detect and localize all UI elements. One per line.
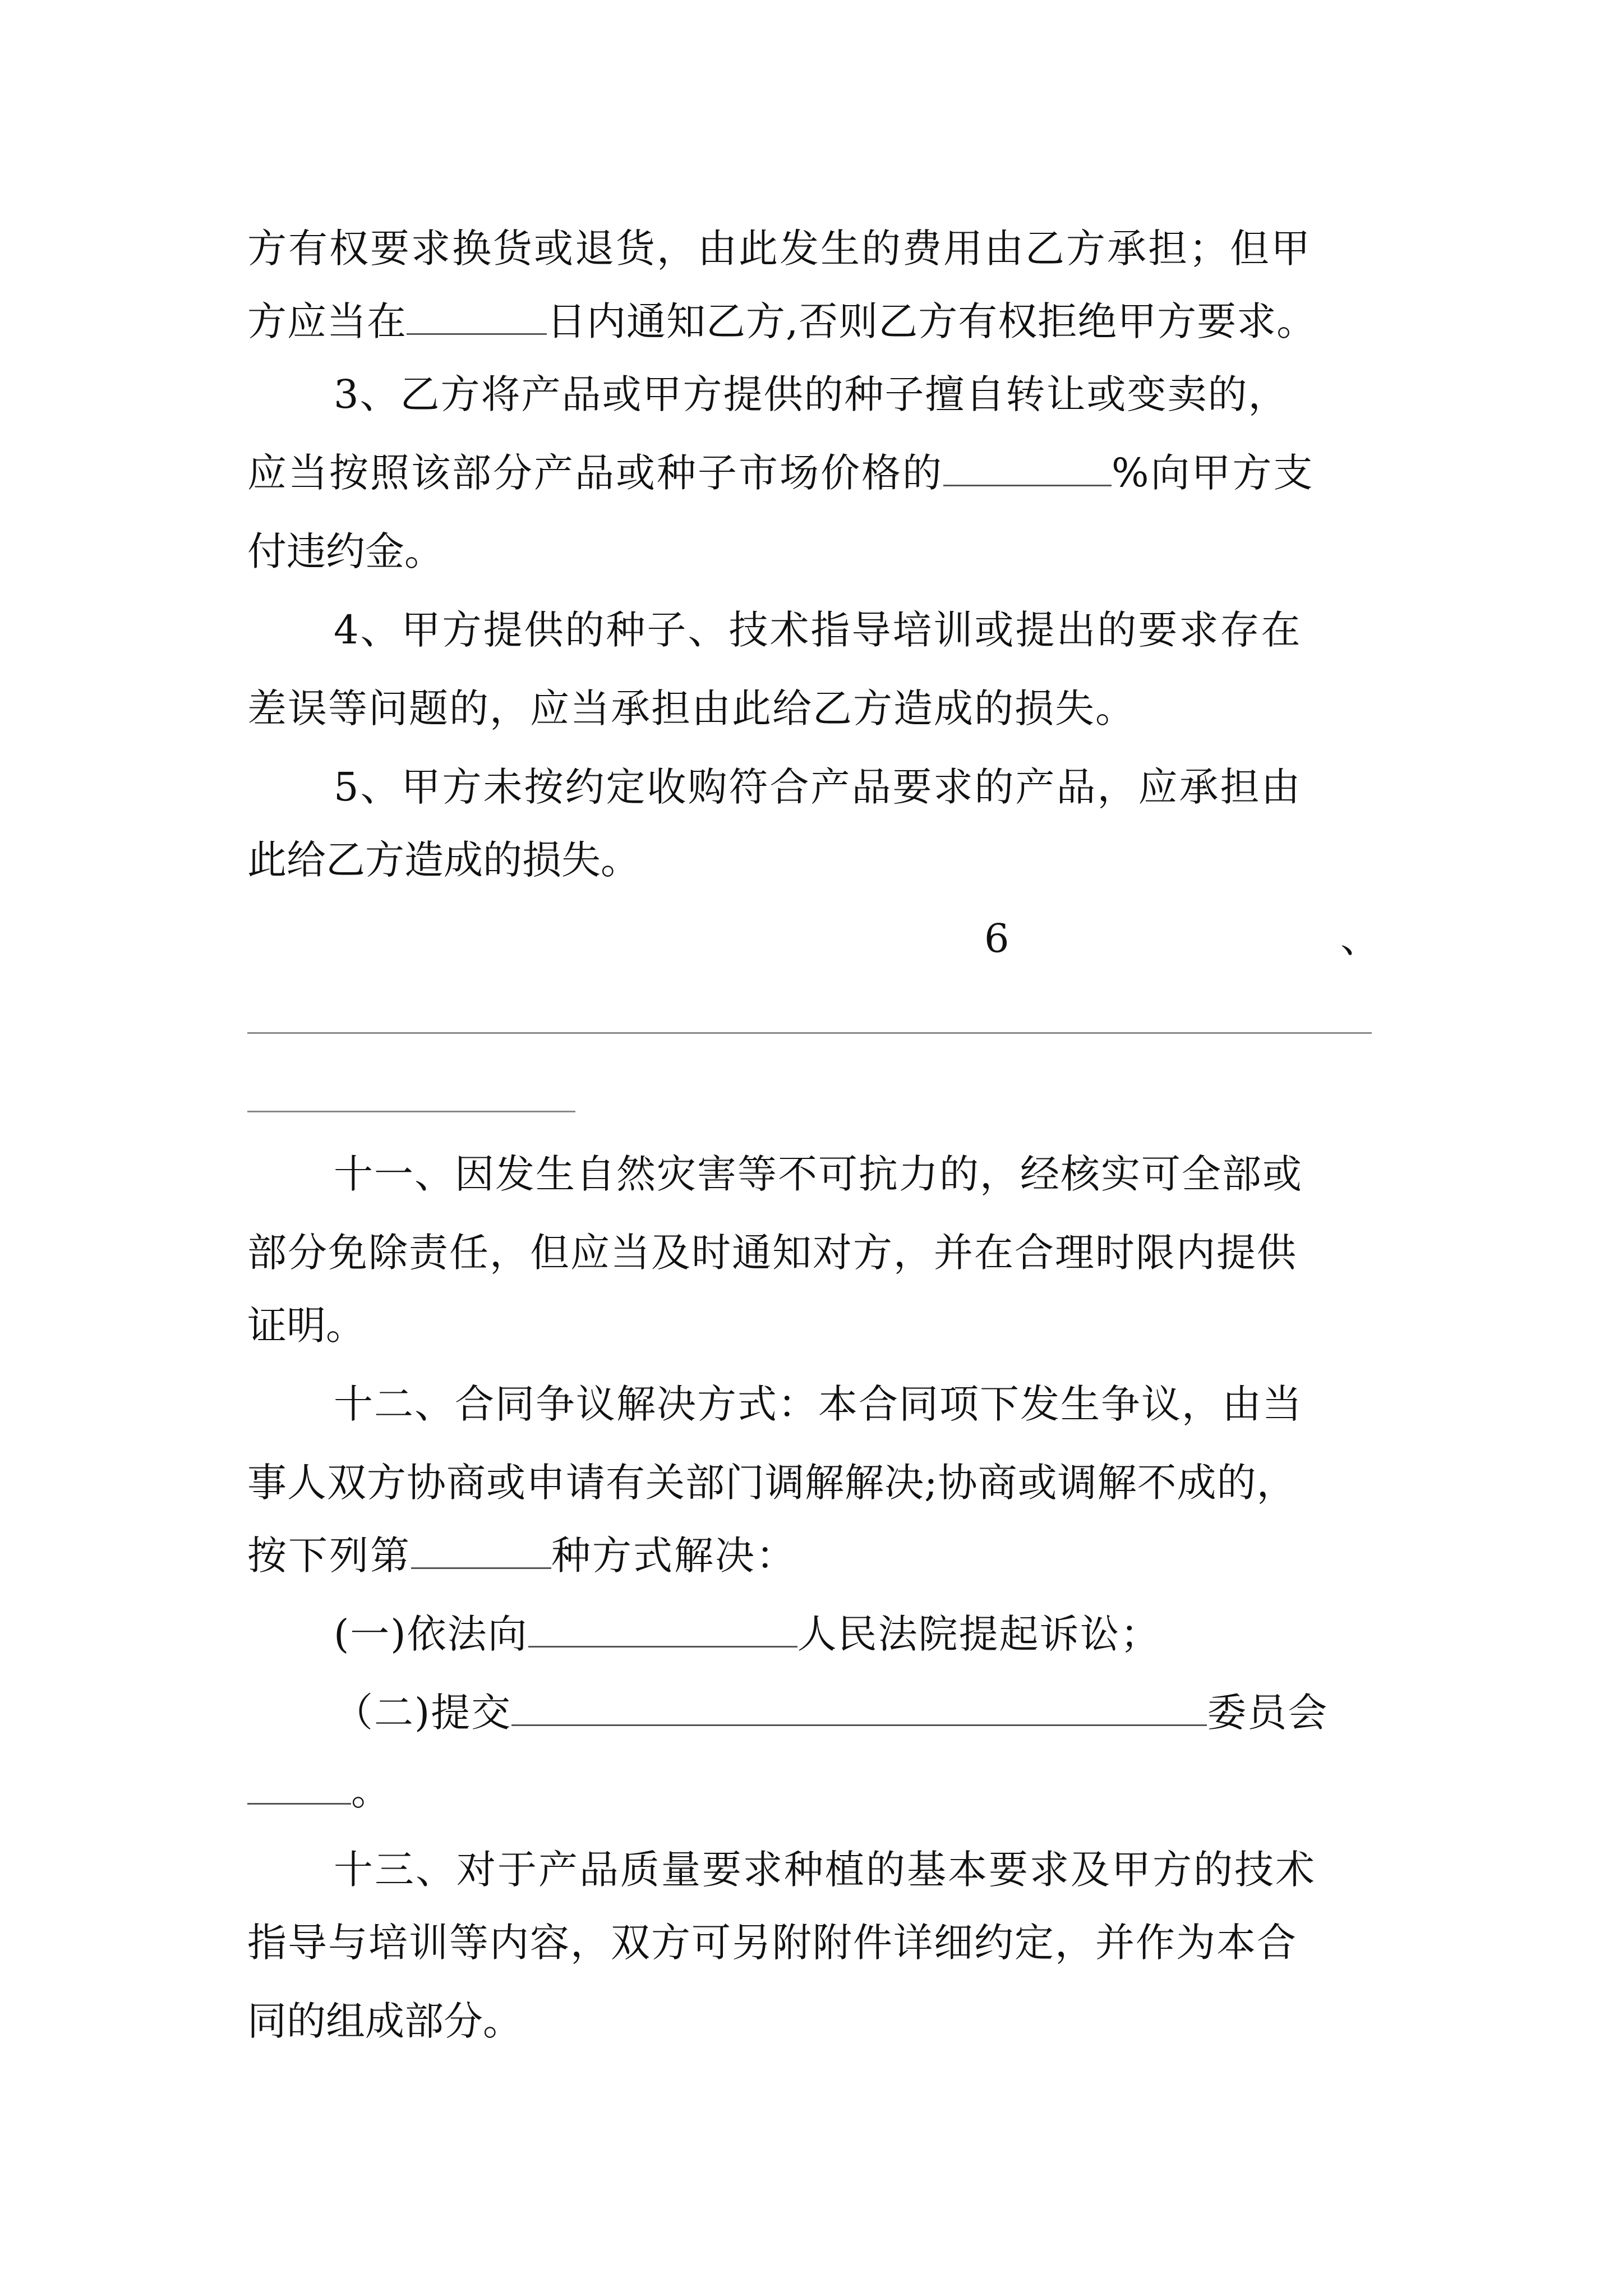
text-line (334, 366, 1388, 422)
fill-in-blank[interactable] (943, 450, 1112, 486)
line-text-before: 按下列第 (247, 1533, 411, 1579)
line-text: 事人双方协商或申请有关部门调解解决;协商或调解不成的， (247, 1460, 1297, 1506)
text-line (334, 1842, 1388, 1898)
line-text-after: 委员会 (1207, 1690, 1329, 1736)
line-text-before: （二)提交 (334, 1690, 512, 1736)
line-text-after: 日内通知乙方,否则乙方有权拒绝甲方要求。 (547, 298, 1317, 344)
line-text-after: 。 (351, 1768, 390, 1814)
fill-in-blank[interactable] (411, 1533, 551, 1569)
clause-mark (1340, 910, 1385, 967)
line-text: 指导与培训等内容，双方可另附附件详细约定，并作为本合 (247, 1920, 1297, 1966)
line-text: 十三、对于产品质量要求种植的基本要求及甲方的技术 (334, 1847, 1316, 1893)
line-text-before: (一)依法向 (334, 1611, 528, 1657)
text-line (247, 293, 1386, 349)
text-line (247, 445, 1386, 501)
line-text: 此给乙方造成的损失。 (247, 837, 640, 883)
line-text: 4、甲方提供的种子、技术指导培训或提出的要求存在 (334, 607, 1302, 653)
line-text-before: 方应当在 (247, 298, 407, 344)
line-text-after: %向甲方支 (1112, 450, 1315, 496)
line-text: 部分免除责任，但应当及时通知对方，并在合理时限内提供 (247, 1230, 1297, 1276)
line-text-after: 人民法院提起诉讼； (797, 1611, 1161, 1657)
line-text: 差误等问题的，应当承担由此给乙方造成的损失。 (247, 685, 1136, 731)
text-line (334, 1685, 1388, 1741)
line-text: 十一、因发生自然灾害等不可抗力的，经核实可全部或 (334, 1151, 1303, 1197)
fill-in-blank[interactable] (528, 1611, 797, 1648)
text-line (247, 1455, 1386, 1511)
text-line (247, 1915, 1386, 1971)
text-line (334, 1606, 1388, 1662)
text-line (247, 1763, 1386, 1819)
text-line (247, 1225, 1386, 1281)
text-line (247, 832, 1386, 888)
fill-in-line[interactable] (247, 1111, 575, 1112)
text-line (247, 680, 1386, 737)
fill-in-blank[interactable] (247, 1768, 351, 1805)
text-line (247, 220, 1386, 277)
text-line (334, 602, 1388, 658)
line-text: 5、甲方未按约定收购符合产品要求的产品，应承担由 (334, 764, 1302, 810)
fill-in-line[interactable] (247, 1032, 1372, 1034)
line-text: 方有权要求换货或退货，由此发生的费用由乙方承担；但甲 (247, 226, 1312, 272)
clause-number-text: 6 (984, 915, 1009, 961)
line-text: 3、乙方将产品或甲方提供的种子擅自转让或变卖的， (334, 371, 1289, 417)
fill-in-blank[interactable] (511, 1690, 1207, 1726)
line-text: 证明。 (247, 1303, 365, 1349)
text-line (334, 1376, 1388, 1432)
text-line (247, 1527, 1386, 1584)
line-text-before: 应当按照该部分产品或种子市场价格的 (247, 450, 943, 496)
line-text: 付违约金。 (247, 528, 444, 574)
line-text-after: 种方式解决： (551, 1533, 797, 1579)
clause-mark-text: 、 (1340, 915, 1380, 961)
text-line (247, 523, 1386, 579)
clause-number (984, 910, 1018, 967)
text-line (334, 1146, 1388, 1202)
text-line (247, 1297, 1386, 1354)
text-line (334, 759, 1388, 815)
line-text: 十二、合同争议解决方式：本合同项下发生争议，由当 (334, 1381, 1303, 1427)
fill-in-blank[interactable] (407, 298, 547, 335)
line-text: 同的组成部分。 (247, 1998, 522, 2044)
text-line (247, 1993, 1386, 2049)
